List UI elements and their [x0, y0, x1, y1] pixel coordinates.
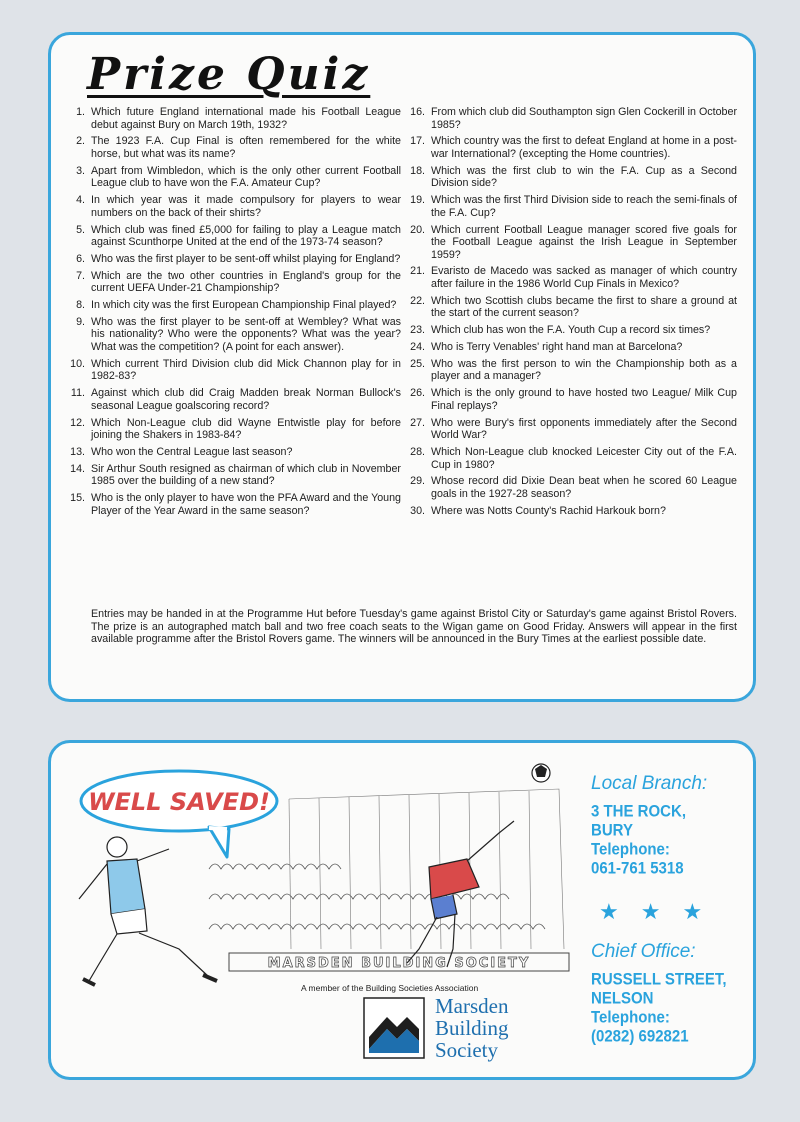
question-text: Who is Terry Venables' right hand man at Barcelona? [431, 341, 683, 353]
society-name [435, 995, 509, 1061]
questions-column-left [65, 106, 401, 521]
question-number: 24. [410, 341, 425, 353]
local-branch-address-2: BURY [591, 821, 633, 840]
stadium-banner-text: MARSDEN BUILDING SOCIETY [267, 956, 531, 971]
question-text: Which club was fined £5,000 for failing to play a League match against Scunthorpe United at the end of the 1973-74 season? [91, 223, 401, 249]
local-branch-telephone-number: 061-761 5318 [591, 859, 684, 878]
question-number: 4. [76, 194, 85, 207]
striker-figure [79, 837, 217, 985]
question-number: 26. [410, 387, 425, 400]
quiz-question [405, 446, 737, 471]
quiz-question [65, 135, 401, 160]
quiz-question [65, 446, 401, 459]
question-number: 28. [410, 445, 425, 458]
quiz-question [405, 165, 737, 190]
question-text: Who were Bury's first opponents immediately after the Second World War? [431, 416, 737, 442]
question-number: 11. [70, 387, 85, 400]
entries-notice: Entries may be handed in at the Programme Hut before Tuesday's game against Bristol City or Saturday's game against Bristol Rovers. The prize is an autographed match ball and two free coach seats to the Wigan game on Good Friday. Answers will appear in the first available programme after the Bristol Rovers game. The winners will be announced in the Bury Times at the earliest possible date. [91, 608, 737, 646]
question-text: Whose record did Dixie Dean beat when he scored 60 League goals in the 1927-28 season? [431, 475, 737, 500]
question-text: Evaristo de Macedo was sacked as manager of which country after failure in the 1986 World Cup Finals in Mexico? [431, 265, 737, 291]
question-text: Apart from Wimbledon, which is the only other current Football League club to have won the F.A. Amateur Cup? [91, 164, 401, 190]
quiz-question [65, 463, 401, 488]
quiz-question [65, 316, 401, 354]
questions-column-right [405, 106, 737, 521]
quiz-question [405, 224, 737, 262]
quiz-question [405, 387, 737, 412]
question-number: 6. [76, 252, 85, 265]
local-branch-block [591, 773, 751, 877]
quiz-question [405, 505, 737, 518]
goalkeeper-save-illustration [59, 749, 579, 999]
quiz-question [405, 135, 737, 160]
prize-quiz-panel [48, 32, 756, 702]
society-name-line-3: Society [435, 1038, 498, 1062]
chief-office-telephone-number: (0282) 692821 [591, 1027, 689, 1046]
question-text: Who was the first player to be sent-off at Wembley? What was his nationality? Who were the opponents? What was the year? What was the competition? (A point for each answer). [91, 315, 401, 353]
crowd-sketch [209, 864, 545, 929]
quiz-question [405, 417, 737, 442]
question-number: 2. [76, 135, 85, 148]
quiz-question [65, 106, 401, 131]
question-text: Which club has won the F.A. Youth Cup a record six times? [431, 324, 711, 337]
question-number: 15. [70, 492, 85, 505]
society-name-line-1: Marsden [435, 994, 509, 1018]
question-text: The 1923 F.A. Cup Final is often remembered for the white horse, but what was its name? [91, 135, 401, 160]
question-number: 20. [410, 223, 425, 236]
question-number: 3. [76, 164, 85, 177]
quiz-question [65, 299, 401, 312]
quiz-question [405, 106, 737, 131]
question-text: Which Non-League club knocked Leicester City out of the F.A. Cup in 1980? [431, 445, 737, 471]
question-number: 30. [410, 504, 425, 517]
question-text: In which year was it made compulsory for players to wear numbers on the back of their shirts? [91, 194, 401, 219]
quiz-question [65, 270, 401, 295]
question-text: Which are the two other countries in England's group for the current UEFA Under-21 Championship? [91, 269, 401, 295]
question-text: Which is the only ground to have hosted two League/ Milk Cup Final replays? [431, 387, 737, 412]
question-number: 29. [410, 475, 425, 488]
local-branch-title: Local Branch: [591, 773, 708, 794]
bsa-member-text: A member of the Building Societies Association [301, 983, 479, 993]
question-text: From which club did Southampton sign Glen Cockerill in October 1985? [431, 106, 737, 131]
quiz-question [405, 341, 737, 354]
question-text: Which current Football League manager scored five goals for the Football League against the Irish League in September 1959? [431, 223, 737, 261]
question-number: 21. [410, 265, 425, 278]
marsden-ad-panel [48, 740, 756, 1080]
question-number: 23. [410, 324, 425, 337]
question-number: 12. [70, 416, 85, 429]
chief-office-address-1: RUSSELL STREET, [591, 970, 727, 989]
star-icons: ★★★ [599, 899, 725, 924]
question-text: Who was the first person to win the Championship both as a player and a manager? [431, 357, 737, 383]
goal-net [289, 789, 564, 949]
quiz-question [65, 417, 401, 442]
question-number: 19. [410, 194, 425, 207]
quiz-question [405, 324, 737, 337]
question-text: Which was the first Third Division side to reach the semi-finals of the F.A. Cup? [431, 194, 737, 219]
question-number: 17. [410, 135, 425, 148]
quiz-question [65, 492, 401, 517]
question-number: 27. [410, 416, 425, 429]
marsden-logo-icon [363, 997, 425, 1059]
question-text: Which two Scottish clubs became the first to share a ground at the start of the current season? [431, 294, 737, 320]
question-text: Which country was the first to defeat England at home in a post-war International? (excepting the Home countries). [431, 135, 737, 160]
question-number: 8. [76, 299, 85, 312]
quiz-question [405, 295, 737, 320]
quiz-question [65, 253, 401, 266]
quiz-question [405, 475, 737, 500]
quiz-question [405, 358, 737, 383]
quiz-question [65, 194, 401, 219]
local-branch-telephone-label: Telephone: [591, 840, 670, 859]
question-number: 10. [70, 357, 85, 370]
question-text: Which future England international made his Football League debut against Bury on March 19th, 1932? [91, 106, 401, 131]
goalkeeper-figure [407, 821, 514, 967]
question-text: Where was Notts County's Rachid Harkouk born? [431, 504, 666, 517]
question-number: 1. [76, 106, 85, 118]
question-text: Sir Arthur South resigned as chairman of which club in November 1985 over the building of a new stand? [91, 462, 401, 488]
question-number: 22. [410, 294, 425, 307]
question-number: 16. [410, 106, 425, 118]
chief-office-telephone-label: Telephone: [591, 1008, 670, 1027]
question-text: In which city was the first European Championship Final played? [91, 299, 397, 312]
quiz-question [405, 194, 737, 219]
question-number: 14. [70, 462, 85, 475]
question-number: 9. [76, 315, 85, 328]
question-number: 13. [70, 445, 85, 458]
quiz-question [65, 224, 401, 249]
question-text: Which was the first club to win the F.A. Cup as a Second Division side? [431, 164, 737, 190]
chief-office-address-2: NELSON [591, 989, 654, 1008]
chief-office-block [591, 941, 751, 1045]
question-number: 7. [76, 269, 85, 282]
question-text: Who won the Central League last season? [91, 445, 293, 458]
question-text: Who was the first player to be sent-off whilst playing for England? [91, 252, 401, 265]
question-text: Which current Third Division club did Mick Channon play for in 1982-83? [91, 357, 401, 383]
quiz-question [65, 387, 401, 412]
local-branch-address-1: 3 THE ROCK, [591, 802, 687, 821]
question-text: Which Non-League club did Wayne Entwistle play for before joining the Shakers in 1983-84? [91, 416, 401, 442]
quiz-question [65, 165, 401, 190]
question-number: 25. [410, 357, 425, 370]
question-text: Against which club did Craig Madden break Norman Bullock's seasonal League goalscoring record? [91, 387, 401, 412]
question-number: 18. [410, 164, 425, 177]
quiz-title: Prize Quiz [87, 49, 371, 100]
question-text: Who is the only player to have won the PFA Award and the Young Player of the Year Award in the same season? [91, 492, 401, 517]
chief-office-title: Chief Office: [591, 941, 696, 962]
quiz-question [405, 265, 737, 290]
quiz-question [65, 358, 401, 383]
question-number: 5. [76, 223, 85, 236]
speech-bubble-text: WELL SAVED! [88, 788, 270, 816]
society-name-line-2: Building [435, 1016, 509, 1040]
